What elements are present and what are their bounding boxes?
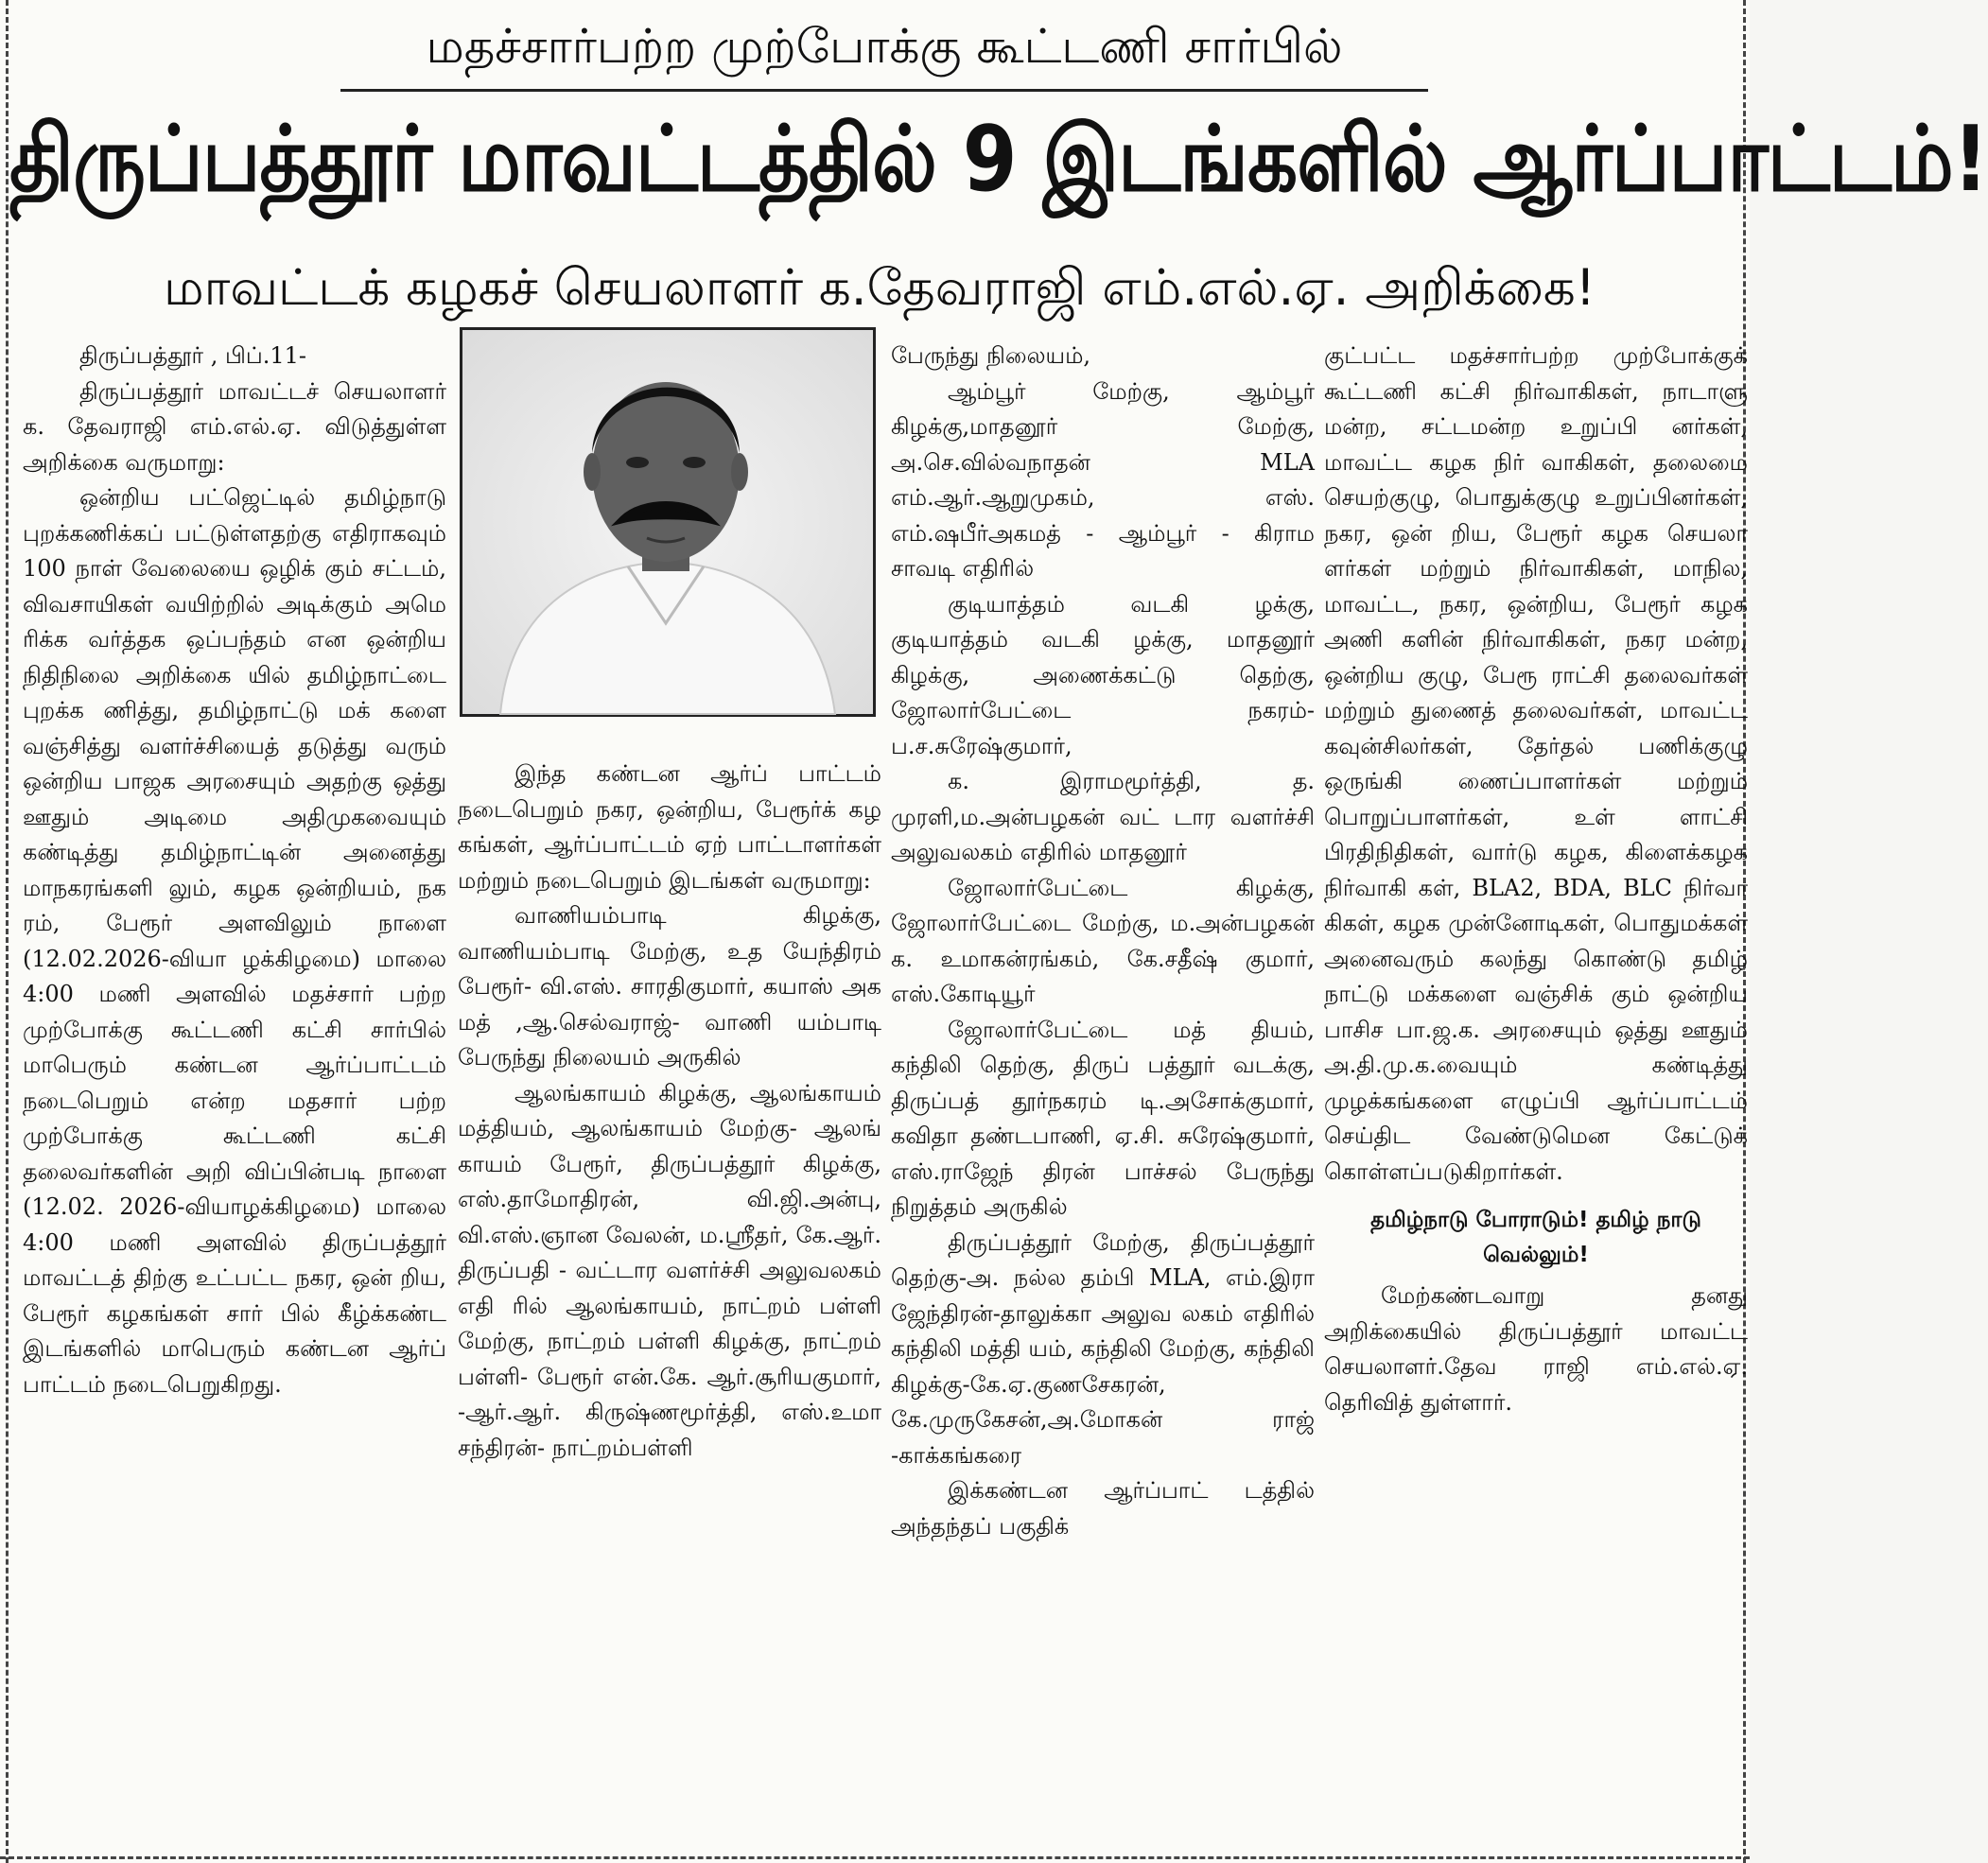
- closing-paragraph: மேற்கண்டவாறு தனது அறிக்கையில் திருப்பத்தூர் மாவட்ட செயலாளர்.தேவ ராஜி எம்.எல்.ஏ. தெரிவித் துள்ளார்.: [1324, 1282, 1748, 1416]
- paragraph: பேருந்து நிலையம்,: [891, 342, 1091, 369]
- paragraph: ஆலங்காயம் கிழக்கு, ஆலங்காயம் மத்தியம், ஆலங்காயம் மேற்கு- ஆலங் காயம் பேரூர், திருப்பத்தூர் கிழக்கு, எஸ்.தாமோதிரன், வி.ஜி.அன்பு, வி.எஸ்.ஞான வேலன், ம.ஸ்ரீதர், கே.ஆர். திருப்பதி - வட்டார வளர்ச்சி அலுவலகம் எதி ரில் ஆலங்காயம், நாட்றம் பள்ளி மேற்கு, நாட்றம் பள்ளி கிழக்கு, நாட்றம் பள்ளி- பேரூர் என்.கே. ஆர்.சூரியகுமார், -ஆர்.ஆர். கிருஷ்ணமூர்த்தி, எஸ்.உமா சந்திரன்- நாட்றம்பள்ளி: [458, 1079, 881, 1461]
- paragraph: திருப்பத்தூர் மாவட்டச் செயலாளர் க. தேவராஜி எம்.எல்.ஏ. விடுத்துள்ள அறிக்கை வருமாறு:: [23, 377, 446, 476]
- paragraph: ஒன்றிய பட்ஜெட்டில் தமிழ்நாடு புறக்கணிக்கப் பட்டுள்ளதற்கு எதிராகவும் 100 நாள் வேலையை ஒழிக் கும் சட்டம், விவசாயிகள் வயிற்றில் அடிக்கும் அமெ ரிக்க வர்த்தக ஒப்பந்தம் என ஒன்றிய நிதிநிலை அறிக்கை யில் தமிழ்நாட்டை புறக்க ணித்து, தமிழ்நாட்டு மக் களை வஞ்சித்து வளர்ச்சியைத் தடுத்து வரும் ஒன்றிய பாஜக அரசையும் அதற்கு ஒத்து ஊதும் அடிமை அதிமுகவையும் கண்டித்து தமிழ்நாட்டின் அனைத்து மாநகரங்களி லும், கழக ஒன்றியம், நக ரம், பேரூர் அளவிலும் நாளை (12.02.2026-வியா ழக்கிழமை) மாலை 4:00 மணி அளவில் மதச்சார் பற்ற முற்போக்கு கூட்டணி கட்சி சார்பில் மாபெரும் கண்டன ஆர்ப்பாட்டம் நடைபெறும் என்ற மதசார் பற்ற முற்போக்கு கூட்டணி கட்சி தலைவர்களின் அறி விப்பின்படி நாளை (12.02. 2026-வியாழக்கிழமை) மாலை 4:00 மணி அளவில் திருப்பத்தூர் மாவட்டத் திற்கு உட்பட்ட நகர, ஒன் றிய, பேரூர் கழகங்கள் சார் பில் கீழ்க்கண்ட இடங்களில் மாபெரும் கண்டன ஆர்ப் பாட்டம் நடைபெறுகிறது.: [23, 484, 446, 1398]
- paragraph: திருப்பத்தூர் மேற்கு, திருப்பத்தூர் தெற்கு-அ. நல்ல தம்பி MLA, எம்.இரா ஜேந்திரன்-தாலுக்கா அலுவ லகம் எதிரில் கந்திலி மத்தி யம், கந்திலி மேற்கு, கந்திலி கிழக்கு-கே.ஏ.குணசேகரன், கே.முருகேசன்,அ.மோகன் ராஜ் -காக்கங்கரை: [891, 1228, 1315, 1469]
- portrait-photo: [460, 327, 876, 717]
- article-column-3: [891, 339, 1315, 1544]
- paragraph: இக்கண்டன ஆர்ப்பாட் டத்தில் அந்தந்தப் பகுதிக்: [891, 1477, 1315, 1540]
- paragraph: வாணியம்பாடி கிழக்கு, வாணியம்பாடி மேற்கு, உத யேந்திரம் பேரூர்- வி.எஸ். சாரதிகுமார், கயாஸ் அக மத் ,ஆ.செல்வராஜ்- வாணி யம்பாடி பேருந்து நிலையம் அருகில்: [458, 902, 881, 1071]
- dashed-cut-line-bottom: [0, 1856, 1750, 1859]
- paragraph: க. இராமமூர்த்தி, த. முரளி,ம.அன்பழகன் வட் டார வளர்ச்சி அலுவலகம் எதிரில் மாதனூர்: [891, 768, 1315, 865]
- paragraph: குட்பட்ட மதச்சார்பற்ற முற்போக்குக் கூட்டணி கட்சி நிர்வாகிகள், நாடாளு மன்ற, சட்டமன்ற உறுப்பி னர்கள், மாவட்ட கழக நிர் வாகிகள், தலைமை செயற்குழு, பொதுக்குழு உறுப்பினர்கள், நகர, ஒன் றிய, பேரூர் கழக செயலா ளர்கள் மற்றும் நிர்வாகிகள், மாநில, மாவட்ட, நகர, ஒன்றிய, பேரூர் கழக அணி களின் நிர்வாகிகள், நகர மன்ற, ஒன்றிய குழு, பேரூ ராட்சி தலைவர்கள் மற்றும் துணைத் தலைவர்கள், மாவட்ட கவுன்சிலர்கள், தேர்தல் பணிக்குழு ஒருங்கி ணைப்பாளர்கள் மற்றும் பொறுப்பாளர்கள், உள் ளாட்சி பிரதிநிதிகள், வார்டு கழக, கிளைக்கழக நிர்வாகி கள், BLA2, BDA, BLC நிர்வா கிகள், கழக முன்னோடிகள், பொதுமக்கள் அனைவரும் கலந்து கொண்டு தமிழ் நாட்டு மக்களை வஞ்சிக் கும் ஒன்றிய பாசிச பா.ஜ.க. அரசையும் ஒத்து ஊதும் அ.தி.மு.க.வையும் கண்டித்து முழக்கங்களை எழுப்பி ஆர்ப்பாட்டம் செய்திட வேண்டுமென கேட்டுக் கொள்ளப்படுகிறார்கள்.: [1324, 342, 1748, 1185]
- slogan: தமிழ்நாடு போராடும்! தமிழ் நாடு வெல்லும்!: [1370, 1208, 1701, 1267]
- paragraph: ஜோலார்பேட்டை கிழக்கு, ஜோலார்பேட்டை மேற்கு, ம.அன்பழகன் க. உமாகன்ரங்கம், கே.சதீஷ் குமார், எஸ்.கோடியூர்: [891, 874, 1315, 1007]
- dashed-cut-line-left: [6, 0, 9, 1863]
- article-column-2: [458, 757, 881, 1466]
- paragraph: இந்த கண்டன ஆர்ப் பாட்டம் நடைபெறும் நகர, ஒன்றிய, பேரூர்க் கழ கங்கள், ஆர்ப்பாட்டம் ஏற் பாட்டாளர்கள் மற்றும் நடைபெறும் இடங்கள் வருமாறு:: [458, 760, 881, 894]
- article-column-1: [23, 339, 446, 1402]
- portrait-photo-image: [462, 330, 873, 714]
- dateline: திருப்பத்தூர் , பிப்.11-: [79, 342, 306, 369]
- article-column-4: [1324, 339, 1748, 1420]
- kicker: மதச்சார்பற்ற முற்போக்கு கூட்டணி சார்பில்: [426, 19, 1343, 74]
- paragraph: ஜோலார்பேட்டை மத் தியம், கந்திலி தெற்கு, திருப் பத்தூர் வடக்கு, திருப்பத் தூர்நகரம் டி.அசோக்குமார், கவிதா தண்டபாணி, ஏ.சி. சுரேஷ்குமார், எஸ்.ராஜேந் திரன் பாச்சல் பேருந்து நிறுத்தம் அருகில்: [891, 1016, 1315, 1220]
- paragraph: குடியாத்தம் வடகி ழக்கு, குடியாத்தம் வடகி ழக்கு, மாதனூர் கிழக்கு, அணைக்கட்டு தெற்கு, ஜோலார்பேட்டை நகரம்- ப.ச.சுரேஷ்குமார்,: [891, 590, 1315, 759]
- subheadline: மாவட்டக் கழகச் செயலாளர் க.தேவராஜி எம்.எல்.ஏ. அறிக்கை!: [163, 259, 1596, 317]
- paragraph: ஆம்பூர் மேற்கு, ஆம்பூர் கிழக்கு,மாதனூர் மேற்கு, அ.செ.வில்வநாதன் MLA எம்.ஆர்.ஆறுமுகம், எஸ். எம்.ஷபீர்அகமத் - ஆம்பூர் - கிராம சாவடி எதிரில்: [891, 377, 1315, 582]
- headline: திருப்பத்தூர் மாவட்டத்தில் 9 இடங்களில் ஆர்ப்பாட்டம்!: [9, 106, 1988, 213]
